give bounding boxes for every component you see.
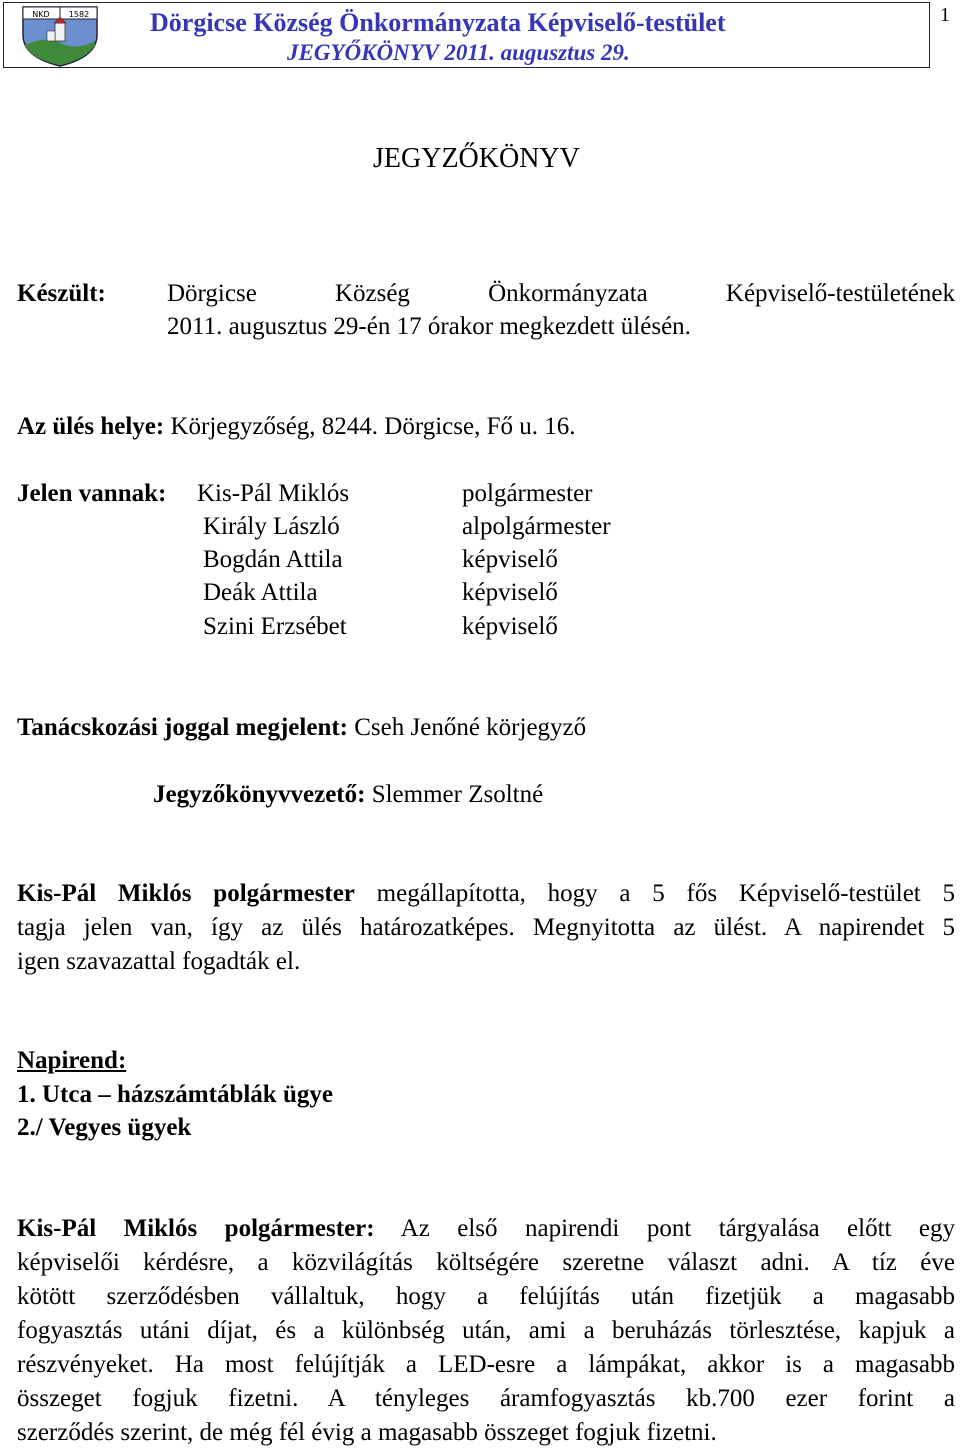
paragraph-text: megállapította, hogy a 5 fős Képviselő-testület 5 bbox=[376, 880, 955, 907]
napirend-item: 2./ Vegyes ügyek bbox=[17, 1114, 192, 1141]
jegyzokonyvvezeto bbox=[153, 778, 543, 811]
jegyzokonyvvezeto-label: Jegyzőkönyvvezető: bbox=[153, 781, 366, 808]
paragraph-line: tagja jelen van, így az ülés határozatképes. Megnyitotta az ülést. A napirendet 5 bbox=[17, 914, 955, 941]
napirend-label: Napirend: bbox=[17, 1047, 127, 1074]
paragraph-line: igen szavazattal fogadták el. bbox=[17, 948, 301, 975]
opening-paragraph bbox=[17, 877, 955, 979]
keszult-label: Készült: bbox=[17, 280, 106, 307]
jegyzokonyvvezeto-value: Slemmer Zsoltné bbox=[371, 781, 544, 808]
crest-text-right: 1582 bbox=[68, 10, 90, 19]
paragraph-line: kötött szerződésben vállaltuk, hogy a felújítás után fizetjük a magasabb bbox=[17, 1283, 955, 1310]
speech-paragraph bbox=[17, 1212, 955, 1450]
keszult-word: Község bbox=[334, 280, 410, 307]
ules-helye-value: Körjegyzőség, 8244. Dörgicse, Fő u. 16. bbox=[170, 413, 576, 440]
member-name: Kis-Pál Miklós bbox=[197, 480, 350, 507]
paragraph-line: részvényeket. Ha most felújítják a LED-esre a lámpákat, akkor is a magasabb bbox=[17, 1351, 955, 1378]
keszult-line2: 2011. augusztus 29-én 17 órakor megkezdett ülésén. bbox=[167, 313, 691, 340]
paragraph-line bbox=[17, 1212, 955, 1246]
member-name: Deák Attila bbox=[203, 579, 318, 606]
crest-text-left: NKD bbox=[32, 10, 50, 19]
keszult-word: Dörgicse bbox=[167, 280, 257, 307]
member-name: Király László bbox=[203, 513, 340, 540]
header-title: Dörgicse Község Önkormányzata Képviselő-testület bbox=[150, 8, 726, 37]
napirend-item: 1. Utca – házszámtáblák ügye bbox=[17, 1081, 333, 1108]
paragraph-line: képviselői kérdésre, a közvilágítás költségére szeretne választ adni. A tíz éve bbox=[17, 1249, 955, 1276]
member-role: képviselő bbox=[462, 546, 558, 573]
jelen-label: Jelen vannak: bbox=[17, 480, 167, 507]
page-number: 1 bbox=[940, 4, 950, 26]
paragraph-line bbox=[17, 877, 955, 911]
member-name: Szini Erzsébet bbox=[203, 613, 347, 640]
tanacskozasi bbox=[17, 711, 586, 744]
ules-helye-label: Az ülés helye: bbox=[17, 413, 165, 440]
member-role: alpolgármester bbox=[462, 513, 611, 540]
header-subtitle: JEGYŐKÖNYV 2011. augusztus 29. bbox=[287, 40, 630, 65]
paragraph-text: Az első napirendi pont tárgyalása előtt egy bbox=[400, 1215, 955, 1242]
paragraph-line: összeget fogjuk fizetni. A tényleges áramfogyasztás kb.700 ezer forint a bbox=[17, 1385, 955, 1412]
document-title: JEGYZŐKÖNYV bbox=[373, 143, 580, 174]
municipal-crest-icon bbox=[17, 5, 103, 67]
keszult-line1 bbox=[167, 277, 955, 310]
member-role: képviselő bbox=[462, 579, 558, 606]
tanacskozasi-label: Tanácskozási joggal megjelent: bbox=[17, 714, 348, 741]
opening-speaker: Kis-Pál Miklós polgármester bbox=[17, 880, 355, 907]
member-role: polgármester bbox=[462, 480, 593, 507]
speech-speaker: Kis-Pál Miklós polgármester: bbox=[17, 1215, 375, 1242]
ules-helye bbox=[17, 410, 576, 443]
paragraph-line: fogyasztás utáni díjat, és a különbség után, ami a beruházás törlesztése, kapjuk a bbox=[17, 1317, 955, 1344]
member-role: képviselő bbox=[462, 613, 558, 640]
keszult-word: Önkormányzata bbox=[488, 280, 648, 307]
document-header bbox=[3, 2, 930, 68]
paragraph-line: szerződés szerint, de még fél évig a magasabb összeget fogjuk fizetni. bbox=[17, 1419, 717, 1446]
keszult-word: Képviselő-testületének bbox=[725, 280, 955, 307]
tanacskozasi-value: Cseh Jenőné körjegyző bbox=[354, 714, 587, 741]
member-name: Bogdán Attila bbox=[203, 546, 343, 573]
